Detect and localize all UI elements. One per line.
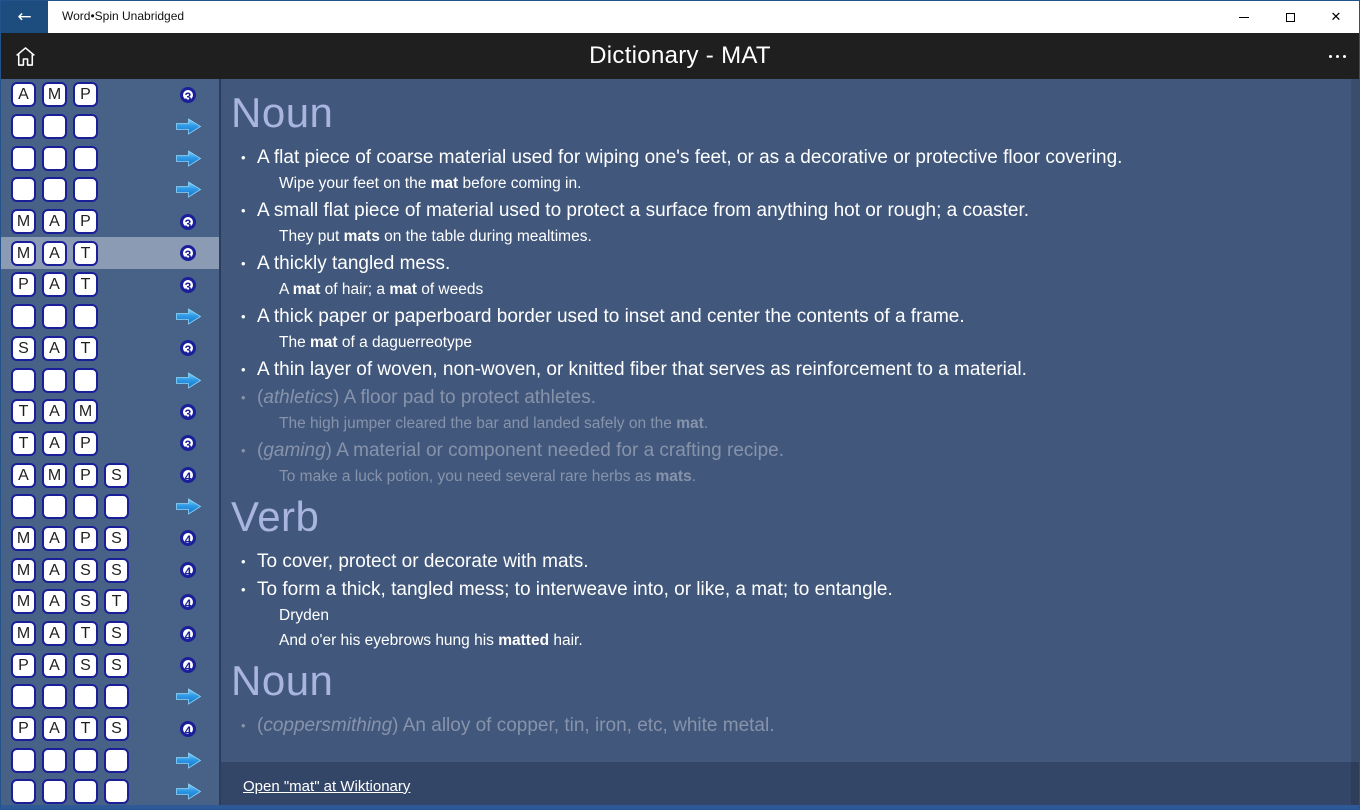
count-badge: 4 bbox=[180, 467, 196, 483]
count-badge: 4 bbox=[180, 530, 196, 546]
letter-tile: A bbox=[42, 716, 67, 741]
example-sentence: The high jumper cleared the bar and landed safely on the mat. bbox=[279, 415, 709, 432]
letter-tile: A bbox=[11, 82, 36, 107]
count-badge: 3 bbox=[180, 245, 196, 261]
letter-tiles bbox=[11, 684, 129, 709]
letter-tile: P bbox=[73, 463, 98, 488]
blue-arrow-right-icon bbox=[175, 117, 202, 136]
definition bbox=[231, 713, 1359, 739]
letter-tile bbox=[73, 684, 98, 709]
word-row[interactable] bbox=[1, 301, 219, 333]
letter-tiles bbox=[11, 209, 98, 234]
letter-tiles bbox=[11, 272, 98, 297]
letter-tile: A bbox=[42, 589, 67, 614]
definition-text: To form a thick, tangled mess; to interweave into, or like, a mat; to entangle. bbox=[257, 579, 893, 600]
word-row[interactable] bbox=[1, 491, 219, 523]
count-badge: 3 bbox=[180, 277, 196, 293]
word-row[interactable] bbox=[1, 364, 219, 396]
letter-tile bbox=[11, 304, 36, 329]
app-header bbox=[1, 33, 1359, 79]
blue-arrow-right-icon bbox=[175, 149, 202, 168]
definition bbox=[231, 385, 1359, 411]
letter-tile bbox=[104, 748, 129, 773]
definition-item bbox=[231, 251, 1359, 302]
count-badge: 3 bbox=[180, 404, 196, 420]
bullet-icon: • bbox=[241, 309, 246, 324]
letter-tile bbox=[11, 114, 36, 139]
count-badge: 4 bbox=[180, 626, 196, 642]
letter-tile: M bbox=[11, 526, 36, 551]
definition-text: A thin layer of woven, non-woven, or knitted fiber that serves as reinforcement to a material. bbox=[257, 359, 1027, 380]
definitions bbox=[231, 87, 1359, 739]
minimize-icon bbox=[1239, 17, 1249, 18]
bullet-icon: • bbox=[241, 718, 246, 733]
letter-tile bbox=[42, 146, 67, 171]
definition bbox=[231, 357, 1359, 383]
definition bbox=[231, 145, 1359, 171]
letter-tile bbox=[104, 684, 129, 709]
word-row[interactable] bbox=[1, 111, 219, 143]
letter-tile bbox=[73, 368, 98, 393]
letter-tile: A bbox=[42, 399, 67, 424]
letter-tile: A bbox=[42, 272, 67, 297]
letter-tiles bbox=[11, 399, 98, 424]
letter-tiles bbox=[11, 494, 129, 519]
letter-tiles bbox=[11, 589, 129, 614]
definition-item bbox=[231, 304, 1359, 355]
example-sentence: They put mats on the table during mealtimes. bbox=[279, 228, 592, 245]
word-row[interactable] bbox=[1, 269, 219, 301]
letter-tiles bbox=[11, 82, 98, 107]
definition-item bbox=[231, 145, 1359, 196]
letter-tile bbox=[42, 177, 67, 202]
letter-tile: S bbox=[104, 526, 129, 551]
letter-tile: P bbox=[73, 82, 98, 107]
definition-item bbox=[231, 549, 1359, 575]
definition-text: (coppersmithing) An alloy of copper, tin, iron, etc, white metal. bbox=[257, 715, 775, 736]
titlebar bbox=[1, 1, 1359, 33]
example-sentence: A mat of hair; a mat of weeds bbox=[279, 281, 484, 298]
word-row[interactable] bbox=[1, 554, 219, 586]
bullet-icon: • bbox=[241, 582, 246, 597]
blue-arrow-right-icon bbox=[175, 782, 202, 801]
letter-tile: A bbox=[42, 209, 67, 234]
letter-tile: A bbox=[42, 621, 67, 646]
app-title: Word•Spin Unabridged bbox=[62, 9, 185, 23]
definition-text: (athletics) A floor pad to protect athletes. bbox=[257, 387, 597, 408]
letter-tiles bbox=[11, 336, 98, 361]
letter-tiles bbox=[11, 431, 98, 456]
bullet-icon: • bbox=[241, 362, 246, 377]
definition bbox=[231, 549, 1359, 575]
definition-text: A small flat piece of material used to protect a surface from anything hot or rough; a coaster. bbox=[257, 200, 1030, 221]
footer-bar bbox=[221, 762, 1359, 810]
definition-item bbox=[231, 438, 1359, 489]
count-badge: 3 bbox=[180, 340, 196, 356]
definition bbox=[231, 577, 1359, 603]
word-row[interactable] bbox=[1, 142, 219, 174]
count-badge: 3 bbox=[180, 435, 196, 451]
letter-tile: M bbox=[11, 209, 36, 234]
blue-arrow-right-icon bbox=[175, 180, 202, 199]
letter-tile: M bbox=[11, 621, 36, 646]
word-row[interactable] bbox=[1, 523, 219, 555]
wiktionary-link[interactable]: Open "mat" at Wiktionary bbox=[243, 777, 411, 795]
letter-tile: P bbox=[73, 209, 98, 234]
letter-tiles bbox=[11, 114, 98, 139]
letter-tile: P bbox=[73, 431, 98, 456]
definition-text: A flat piece of coarse material used for wiping one's feet, or as a decorative or protective floor covering. bbox=[257, 147, 1123, 168]
count-badge: 4 bbox=[180, 721, 196, 737]
more-button[interactable] bbox=[1315, 33, 1359, 79]
count-badge: 4 bbox=[180, 562, 196, 578]
definition-text: (gaming) A material or component needed for a crafting recipe. bbox=[257, 440, 785, 461]
back-button[interactable] bbox=[1, 1, 48, 33]
letter-tiles bbox=[11, 241, 98, 266]
arrow-left-icon: ← bbox=[17, 7, 32, 27]
definition-item bbox=[231, 357, 1359, 383]
letter-tile: P bbox=[11, 716, 36, 741]
letter-tile: P bbox=[73, 526, 98, 551]
letter-tile bbox=[73, 748, 98, 773]
page-title: Dictionary - MAT bbox=[589, 42, 771, 69]
section-heading: Noun bbox=[231, 89, 334, 136]
blue-arrow-right-icon bbox=[175, 687, 202, 706]
letter-tile: M bbox=[11, 241, 36, 266]
count-badge: 4 bbox=[180, 594, 196, 610]
example-sentence: To make a luck potion, you need several rare herbs as mats. bbox=[279, 468, 697, 485]
letter-tile: M bbox=[11, 589, 36, 614]
bullet-icon: • bbox=[241, 443, 246, 458]
letter-tiles bbox=[11, 779, 129, 804]
letter-tile: P bbox=[11, 272, 36, 297]
letter-tile: T bbox=[73, 336, 98, 361]
definition-item bbox=[231, 385, 1359, 436]
example-sentence: And o'er his eyebrows hung his matted hair. bbox=[279, 632, 583, 649]
letter-tiles bbox=[11, 621, 129, 646]
letter-tiles bbox=[11, 526, 129, 551]
letter-tile: A bbox=[42, 241, 67, 266]
house-icon bbox=[13, 44, 38, 69]
letter-tile: T bbox=[11, 431, 36, 456]
section-heading: Verb bbox=[231, 493, 320, 540]
letter-tile: S bbox=[104, 653, 129, 678]
word-row[interactable] bbox=[1, 776, 219, 808]
letter-tile bbox=[42, 748, 67, 773]
word-row[interactable] bbox=[1, 681, 219, 713]
letter-tile: S bbox=[11, 336, 36, 361]
word-row[interactable] bbox=[1, 79, 219, 111]
letter-tile bbox=[11, 177, 36, 202]
close-button[interactable] bbox=[1313, 1, 1359, 33]
letter-tile bbox=[11, 779, 36, 804]
minimize-button[interactable] bbox=[1221, 1, 1267, 33]
letter-tile: T bbox=[11, 399, 36, 424]
ellipsis-icon bbox=[1329, 55, 1346, 58]
letter-tile bbox=[73, 114, 98, 139]
window-controls bbox=[1221, 1, 1359, 33]
letter-tile bbox=[11, 684, 36, 709]
word-row[interactable] bbox=[1, 586, 219, 618]
letter-tile: P bbox=[11, 653, 36, 678]
definition-item bbox=[231, 577, 1359, 653]
letter-tiles bbox=[11, 146, 98, 171]
bullet-icon: • bbox=[241, 390, 246, 405]
count-badge: 3 bbox=[180, 214, 196, 230]
letter-tile bbox=[73, 779, 98, 804]
letter-tile bbox=[104, 779, 129, 804]
letter-tiles bbox=[11, 748, 129, 773]
letter-tile: S bbox=[73, 589, 98, 614]
example-sentence: The mat of a daguerreotype bbox=[279, 334, 473, 351]
word-row[interactable] bbox=[1, 237, 219, 269]
app-body bbox=[1, 79, 1359, 810]
maximize-button[interactable] bbox=[1267, 1, 1313, 33]
letter-tiles bbox=[11, 177, 98, 202]
definition-panel bbox=[221, 79, 1359, 810]
example-sentence: Dryden bbox=[279, 607, 329, 624]
letter-tile bbox=[73, 177, 98, 202]
letter-tile: T bbox=[73, 241, 98, 266]
letter-tiles bbox=[11, 558, 129, 583]
letter-tile bbox=[11, 748, 36, 773]
letter-tile: A bbox=[42, 526, 67, 551]
home-button[interactable] bbox=[1, 33, 49, 79]
letter-tiles bbox=[11, 463, 129, 488]
letter-tile: T bbox=[73, 621, 98, 646]
bullet-icon: • bbox=[241, 554, 246, 569]
definition-text: A thickly tangled mess. bbox=[257, 253, 451, 274]
word-row[interactable] bbox=[1, 618, 219, 650]
definition bbox=[231, 304, 1359, 330]
bullet-icon: • bbox=[241, 150, 246, 165]
example-sentence: Wipe your feet on the mat before coming in. bbox=[279, 175, 582, 192]
letter-tile: T bbox=[73, 716, 98, 741]
letter-tiles bbox=[11, 368, 98, 393]
letter-tile bbox=[42, 494, 67, 519]
letter-tiles bbox=[11, 716, 129, 741]
word-row[interactable] bbox=[1, 174, 219, 206]
bullet-icon: • bbox=[241, 256, 246, 271]
letter-tile: M bbox=[73, 399, 98, 424]
definition bbox=[231, 251, 1359, 277]
maximize-icon bbox=[1286, 13, 1295, 22]
section-heading: Noun bbox=[231, 657, 334, 704]
letter-tile: T bbox=[73, 272, 98, 297]
bullet-icon: • bbox=[241, 203, 246, 218]
definition-item bbox=[231, 198, 1359, 249]
definition bbox=[231, 198, 1359, 224]
letter-tile bbox=[73, 146, 98, 171]
word-row[interactable] bbox=[1, 428, 219, 460]
letter-tile: A bbox=[42, 653, 67, 678]
letter-tiles bbox=[11, 304, 98, 329]
letter-tile bbox=[104, 494, 129, 519]
blue-arrow-right-icon bbox=[175, 371, 202, 390]
letter-tile: T bbox=[104, 589, 129, 614]
window-bottom-edge bbox=[1, 805, 1359, 809]
word-row[interactable] bbox=[1, 649, 219, 681]
letter-tiles bbox=[11, 653, 129, 678]
letter-tile bbox=[73, 304, 98, 329]
blue-arrow-right-icon bbox=[175, 307, 202, 326]
count-badge: 3 bbox=[180, 87, 196, 103]
definition-text: To cover, protect or decorate with mats. bbox=[257, 551, 589, 572]
letter-tile bbox=[73, 494, 98, 519]
count-badge: 4 bbox=[180, 657, 196, 673]
letter-tile: S bbox=[104, 621, 129, 646]
scrollbar[interactable] bbox=[1351, 79, 1359, 810]
letter-tile: S bbox=[73, 558, 98, 583]
blue-arrow-right-icon bbox=[175, 497, 202, 516]
letter-tile: S bbox=[73, 653, 98, 678]
letter-tile bbox=[42, 779, 67, 804]
close-icon: ✕ bbox=[1330, 9, 1342, 25]
letter-tile bbox=[11, 146, 36, 171]
letter-tile bbox=[42, 114, 67, 139]
word-row[interactable] bbox=[1, 713, 219, 745]
word-row[interactable] bbox=[1, 459, 219, 491]
letter-tile bbox=[11, 494, 36, 519]
letter-tile: M bbox=[11, 558, 36, 583]
word-row[interactable] bbox=[1, 333, 219, 365]
letter-tile bbox=[42, 368, 67, 393]
letter-tile bbox=[42, 304, 67, 329]
blue-arrow-right-icon bbox=[175, 751, 202, 770]
letter-tile: M bbox=[42, 82, 67, 107]
letter-tile: S bbox=[104, 463, 129, 488]
word-row[interactable] bbox=[1, 744, 219, 776]
letter-tile: A bbox=[42, 431, 67, 456]
letter-tile: A bbox=[11, 463, 36, 488]
letter-tile bbox=[11, 368, 36, 393]
definition-text: A thick paper or paperboard border used to inset and center the contents of a frame. bbox=[257, 306, 965, 327]
word-row[interactable] bbox=[1, 206, 219, 238]
letter-tile: M bbox=[42, 463, 67, 488]
letter-tile: S bbox=[104, 716, 129, 741]
word-row[interactable] bbox=[1, 396, 219, 428]
definition-item bbox=[231, 713, 1359, 739]
letter-tile: A bbox=[42, 336, 67, 361]
letter-tile bbox=[42, 684, 67, 709]
word-list bbox=[1, 79, 221, 810]
letter-tile: S bbox=[104, 558, 129, 583]
letter-tile: A bbox=[42, 558, 67, 583]
definition bbox=[231, 438, 1359, 464]
